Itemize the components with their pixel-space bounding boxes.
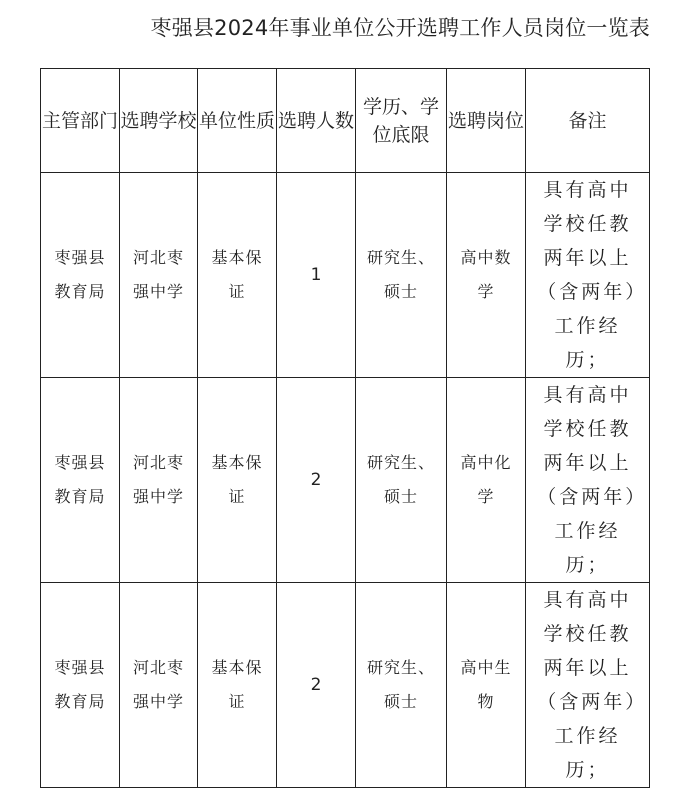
table-row	[41, 583, 650, 788]
cell-nature: 基本保证	[198, 378, 277, 583]
cell-position: 高中生物	[447, 583, 526, 788]
cell-school: 河北枣强中学	[120, 173, 198, 378]
cell-dept: 枣强县教育局	[41, 378, 120, 583]
cell-education: 研究生、硕士	[356, 173, 447, 378]
header-note: 备注	[526, 69, 650, 173]
table-row	[41, 378, 650, 583]
cell-education: 研究生、硕士	[356, 378, 447, 583]
header-position: 选聘岗位	[447, 69, 526, 173]
page-title: 枣强县2024年事业单位公开选聘工作人员岗位一览表	[150, 16, 650, 40]
table-header-row	[41, 69, 650, 173]
cell-nature: 基本保证	[198, 173, 277, 378]
cell-position: 高中数学	[447, 173, 526, 378]
cell-education: 研究生、硕士	[356, 583, 447, 788]
header-school: 选聘学校	[120, 69, 198, 173]
header-count: 选聘人数	[277, 69, 356, 173]
header-nature: 单位性质	[198, 69, 277, 173]
cell-note: 具有高中学校任教两年以上（含两年）工作经历；	[526, 173, 650, 378]
cell-dept: 枣强县教育局	[41, 583, 120, 788]
cell-school: 河北枣强中学	[120, 378, 198, 583]
cell-note: 具有高中学校任教两年以上（含两年）工作经历；	[526, 378, 650, 583]
cell-count: 2	[277, 583, 356, 788]
header-dept: 主管部门	[41, 69, 120, 173]
cell-school: 河北枣强中学	[120, 583, 198, 788]
cell-note: 具有高中学校任教两年以上（含两年）工作经历；	[526, 583, 650, 788]
table-row	[41, 173, 650, 378]
header-education: 学历、学位底限	[356, 69, 447, 173]
cell-count: 1	[277, 173, 356, 378]
cell-dept: 枣强县教育局	[41, 173, 120, 378]
cell-nature: 基本保证	[198, 583, 277, 788]
cell-count: 2	[277, 378, 356, 583]
cell-position: 高中化学	[447, 378, 526, 583]
positions-table	[40, 68, 650, 788]
